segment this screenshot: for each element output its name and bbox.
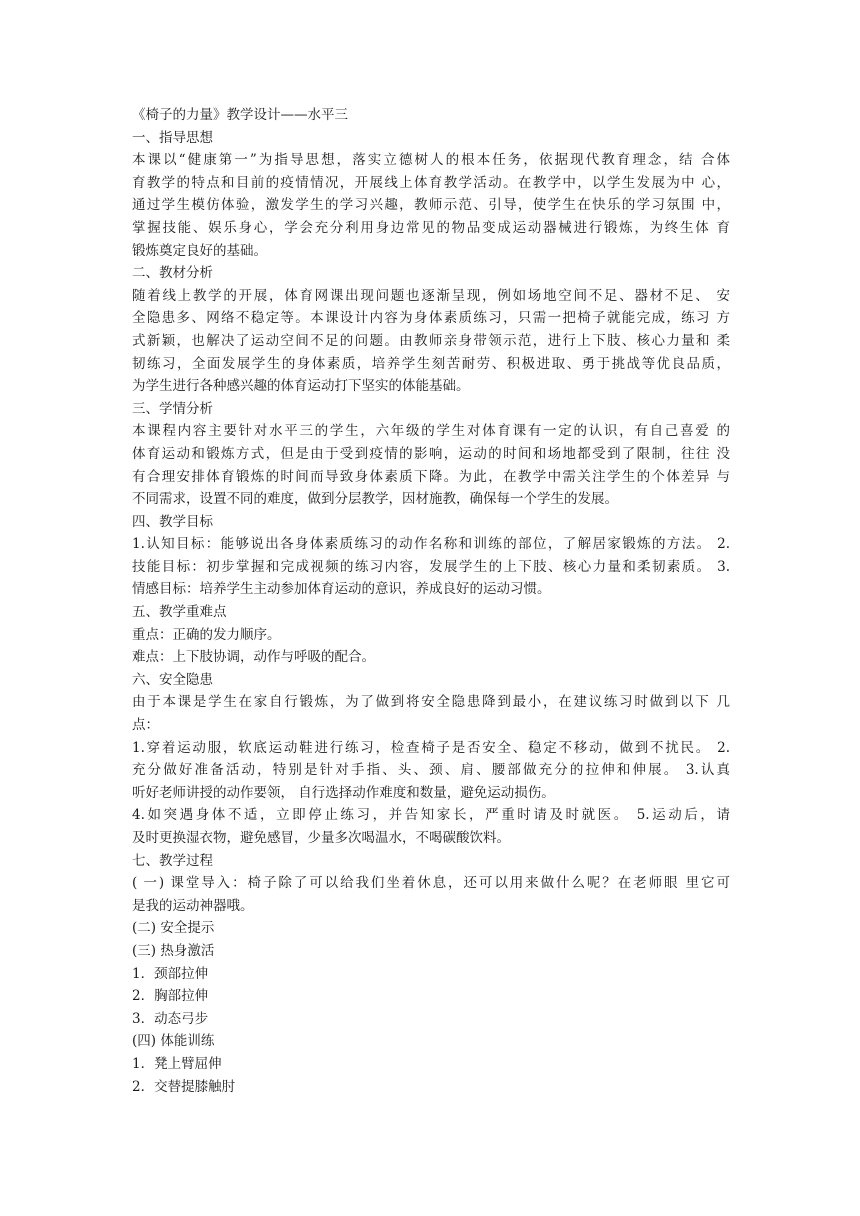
document-line: 1.认知目标：能够说出各身体素质练习的动作名称和训练的部位，了解居家锻炼的方法。 2. — [132, 536, 730, 553]
document-line: 4.如突遇身体不适，立即停止练习，并告知家长，严重时请及时就医。 5.运动后，请 — [132, 807, 730, 824]
document-line: 四、教学目标 — [132, 513, 213, 530]
document-line: 一、指导思想 — [132, 129, 213, 146]
document-line: 不同需求，设置不同的难度，做到分层教学，因材施教，确保每一个学生的发展。 — [132, 491, 618, 508]
document-line: 重点：正确的发力顺序。 — [132, 626, 281, 643]
document-line: 七、教学过程 — [132, 852, 213, 869]
document-line: 1．颈部拉伸 — [132, 965, 209, 982]
document-line: 掌握技能、娱乐身心，学会充分利用身边常见的物品变成运动器械进行锻炼，为终生体 育 — [132, 219, 730, 236]
document-line: 2．胸部拉伸 — [132, 988, 209, 1005]
document-line: 1．凳上臂屈伸 — [132, 1055, 222, 1072]
document-line: 五、教学重难点 — [132, 604, 227, 621]
document-line: 及时更换湿衣物，避免感冒，少量多次喝温水，不喝碳酸饮料。 — [132, 830, 510, 846]
document-line: 随着线上教学的开展，体育网课出现问题也逐渐呈现，例如场地空间不足、器材不足、 安 — [132, 287, 730, 304]
document-line: 由于本课是学生在家自行锻炼，为了做到将安全隐患降到最小，在建议练习时做到以下 几 — [132, 694, 730, 711]
document-line: 通过学生模仿体验，激发学生的学习兴趣，教师示范、引导，使学生在快乐的学习氛围 中， — [132, 197, 730, 214]
document-line: 情感目标：培养学生主动参加体育运动的意识，养成良好的运动习惯。 — [132, 581, 551, 598]
document-line: 技能目标：初步掌握和完成视频的练习内容，发展学生的上下肢、核心力量和柔韧素质。 3. — [132, 558, 730, 575]
document-line: 本课以“健康第一”为指导思想，落实立德树人的根本任务，依据现代教育理念，结 合体 — [132, 152, 730, 169]
document-line: 3．动态弓步 — [132, 1010, 209, 1027]
document-line: 二、教材分析 — [132, 265, 213, 282]
document-line: 体育运动和锻炼方式，但是由于受到疫情的影响，运动的时间和场地都受到了限制，往往 没 — [132, 445, 730, 462]
document-line: 锻炼奠定良好的基础。 — [132, 242, 267, 259]
document-line: 有合理安排体育锻炼的时间而导致身体素质下降。为此，在教学中需关注学生的个体差异 与 — [132, 468, 730, 485]
document-line: 六、安全隐患 — [132, 671, 213, 688]
document-line: 育教学的特点和目前的疫情情况，开展线上体育教学活动。在教学中，以学生发展为中 心， — [132, 174, 730, 191]
document-line: 点： — [132, 717, 159, 734]
document-line: 全隐患多、网络不稳定等。本课设计内容为身体素质练习，只需一把椅子就能完成，练习 方 — [132, 310, 730, 327]
document-line: 难点：上下肢协调，动作与呼吸的配合。 — [132, 649, 375, 666]
document-line: 听好老师讲授的动作要领， 自行选择动作难度和数量，避免运动损伤。 — [132, 784, 555, 801]
document-line: ( 一) 课堂导入：椅子除了可以给我们坐着休息，还可以用来做什么呢？在老师眼 里它可 — [132, 875, 730, 892]
document-line: 2．交替提膝触肘 — [132, 1078, 236, 1095]
document-line: 三、学情分析 — [132, 400, 213, 417]
document-line: (四) 体能训练 — [132, 1033, 215, 1050]
document-page — [132, 104, 730, 1098]
document-line: 1.穿着运动服，软底运动鞋进行练习，检查椅子是否安全、稳定不移动，做到不扰民。 2. — [132, 739, 730, 756]
document-line: (二) 安全提示 — [132, 920, 215, 937]
document-line: 是我的运动神器哦。 — [132, 897, 254, 914]
document-line: 为学生进行各种感兴趣的体育运动打下坚实的体能基础。 — [132, 378, 470, 395]
document-line: (三) 热身激活 — [132, 942, 215, 959]
document-line: 充分做好准备活动，特别是针对手指、头、颈、肩、腰部做充分的拉伸和伸展。 3.认真 — [132, 762, 730, 779]
document-line: 韧练习，全面发展学生的身体素质，培养学生刻苦耐劳、积极进取、勇于挑战等优良品质， — [132, 355, 730, 372]
document-line: 本课程内容主要针对水平三的学生，六年级的学生对体育课有一定的认识，有自己喜爱 的 — [132, 423, 730, 440]
document-line: 《椅子的力量》教学设计——水平三 — [132, 107, 348, 123]
document-line: 式新颖，也解决了运动空间不足的问题。由教师亲身带领示范，进行上下肢、核心力量和 柔 — [132, 332, 730, 349]
